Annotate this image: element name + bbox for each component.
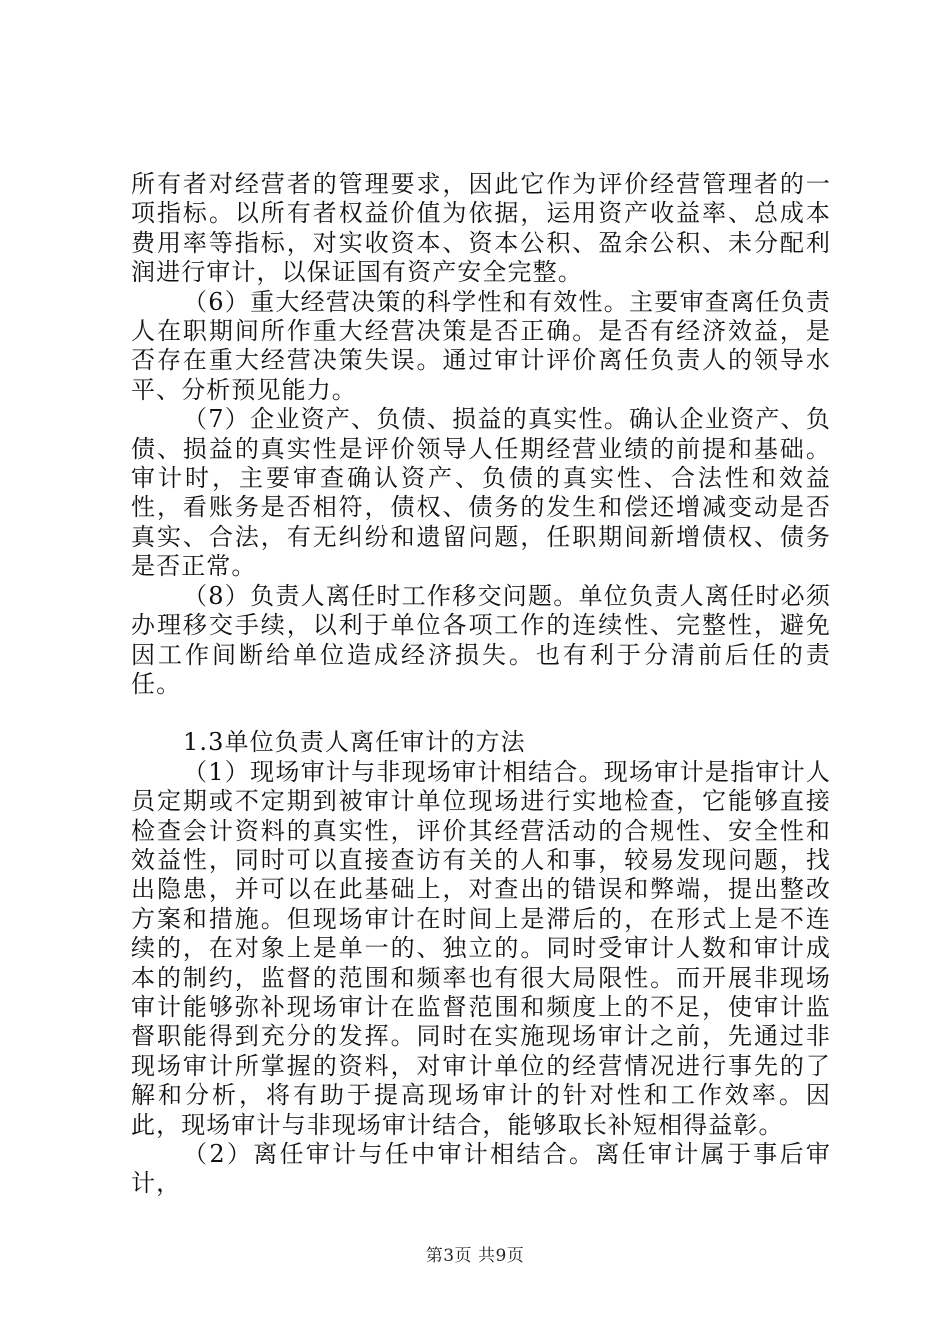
page-number-footer: 第3页 共9页 <box>425 1246 525 1266</box>
paragraph-method-2: （2）离任审计与任中审计相结合。离任审计属于事后审计， <box>131 1140 831 1198</box>
paragraph-continuation: 所有者对经营者的管理要求，因此它作为评价经营管理者的一项指标。以所有者权益价值为依据，运用资产收益率、总成本费用率等指标，对实收资本、资本公积、盈余公积、未分配利润进行审计，以保证国有资产安全完整。 <box>131 170 831 287</box>
paragraph-item-7: （7）企业资产、负债、损益的真实性。确认企业资产、负债、损益的真实性是评价领导人任期经营业绩的前提和基础。审计时，主要审查确认资产、负债的真实性、合法性和效益性，看账务是否相符，债权、债务的发生和偿还增减变动是否真实、合法，有无纠纷和遗留问题，任职期间新增债权、债务是否正常。 <box>131 405 831 581</box>
paragraph-item-8: （8）负责人离任时工作移交问题。单位负责人离任时必须办理移交手续，以利于单位各项工作的连续性、完整性，避免因工作间断给单位造成经济损失。也有利于分清前后任的责任。 <box>131 581 831 698</box>
paragraph-spacer <box>131 699 831 728</box>
paragraph-method-1: （1）现场审计与非现场审计相结合。现场审计是指审计人员定期或不定期到被审计单位现场进行实地检查，它能够直接检查会计资料的真实性，评价其经营活动的合规性、安全性和效益性，同时可以直接查访有关的人和事，较易发现问题，找出隐患，并可以在此基础上，对查出的错误和弊端，提出整改方案和措施。但现场审计在时间上是滞后的，在形式上是不连续的，在对象上是单一的、独立的。同时受审计人数和审计成本的制约，监督的范围和频率也有很大局限性。而开展非现场审计能够弥补现场审计在监督范围和频度上的不足，使审计监督职能得到充分的发挥。同时在实施现场审计之前，先通过非现场审计所掌握的资料，对审计单位的经营情况进行事先的了解和分析，将有助于提高现场审计的针对性和工作效率。因此，现场审计与非现场审计结合，能够取长补短相得益彰。 <box>131 757 831 1139</box>
document-body <box>131 170 831 1199</box>
section-heading: 1.3单位负责人离任审计的方法 <box>183 728 526 757</box>
paragraph-item-6: （6）重大经营决策的科学性和有效性。主要审查离任负责人在职期间所作重大经营决策是否正确。是否有经济效益，是否存在重大经营决策失误。通过审计评价离任负责人的领导水平、分析预见能力。 <box>131 287 831 404</box>
